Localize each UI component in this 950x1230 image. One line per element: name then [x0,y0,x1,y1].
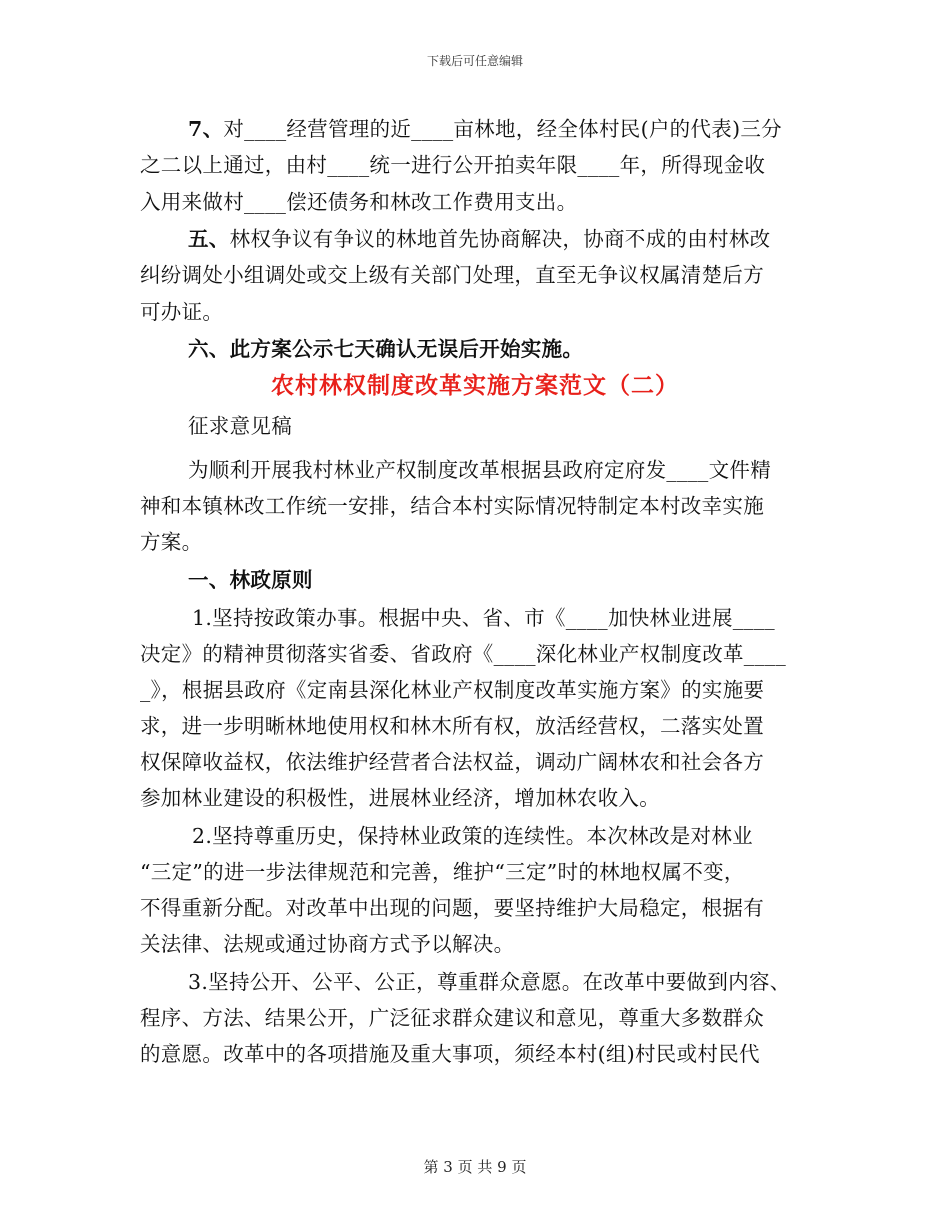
section-heading: 六、此方案公示七天确认无误后开始实施。 [188,337,584,361]
paragraph-line: 入用来做村____偿还债务和林改工作费用支出。 [140,190,578,214]
paragraph-line: 2.坚持尊重历史，保持林业政策的连续性。本次林改是对林业 [192,824,753,848]
paragraph-line: 为顺利开展我村林业产权制度改革根据县政府定府发____文件精 [188,458,771,482]
paragraph-line: 方案。 [140,530,203,554]
draft-label: 征求意见稿 [188,414,292,438]
subsection-heading: 一、林政原则 [188,568,313,592]
line-text: 林权争议有争议的林地首先协商解决，协商不成的由村林改 [229,227,771,251]
line-text: 对____经营管理的近____亩林地，经全体村民(户的代表)三分 [223,117,782,141]
paragraph-line [188,116,782,142]
section-number: 五、 [188,227,230,251]
section-title: 农村林权制度改革实施方案范文（二） [271,372,679,399]
paragraph-line: 1.坚持按政策办事。根据中央、省、市《____加快林业进展____ [192,606,775,630]
paragraph-line: 纠纷调处小组调处或交上级有关部门处理，直至无争议权属清楚后方 [140,263,764,287]
page-header: 下载后可任意编辑 [426,54,523,68]
paragraph-line: 的意愿。改革中的各项措施及重大事项，须经本村(组)村民或村民代 [140,1042,760,1066]
paragraph-line [188,226,770,252]
paragraph-line: 参加林业建设的积极性，进展林业经济，增加林农收入。 [140,786,660,810]
paragraph-line: 权保障收益权，依法维护经营者合法权益，调动广阔林农和社会各方 [140,750,764,774]
page-footer: 第 3 页 共 9 页 [423,1158,527,1176]
paragraph-line: 关法律、法规或通过协商方式予以解决。 [140,932,515,956]
paragraph-line: 可办证。 [140,300,224,324]
paragraph-line: 求，进一步明晰林地使用权和林木所有权，放活经营权，二落实处置 [140,714,764,738]
paragraph-line: 之二以上通过，由村____统一进行公开拍卖年限____年，所得现金收 [140,153,766,177]
item-number: 7、 [188,117,224,141]
paragraph-line: _》，根据县政府《定南县深化林业产权制度改革实施方案》的实施要 [140,678,765,702]
paragraph-line: 3.坚持公开、公平、公正，尊重群众意愿。在改革中要做到内容、 [188,970,791,994]
paragraph-line: 决定》的精神贯彻落实省委、省政府《____深化林业产权制度改革____ [140,642,786,666]
paragraph-line: 神和本镇林改工作统一安排，结合本村实际情况特制定本村改幸实施 [140,494,764,518]
paragraph-line: “三定”的进一步法律规范和完善，维护“三定”时的林地权属不变， [140,860,745,884]
paragraph-line: 程序、方法、结果公开，广泛征求群众建议和意见，尊重大多数群众 [140,1006,764,1030]
paragraph-line: 不得重新分配。对改革中出现的问题，要坚持维护大局稳定，根据有 [140,896,764,920]
